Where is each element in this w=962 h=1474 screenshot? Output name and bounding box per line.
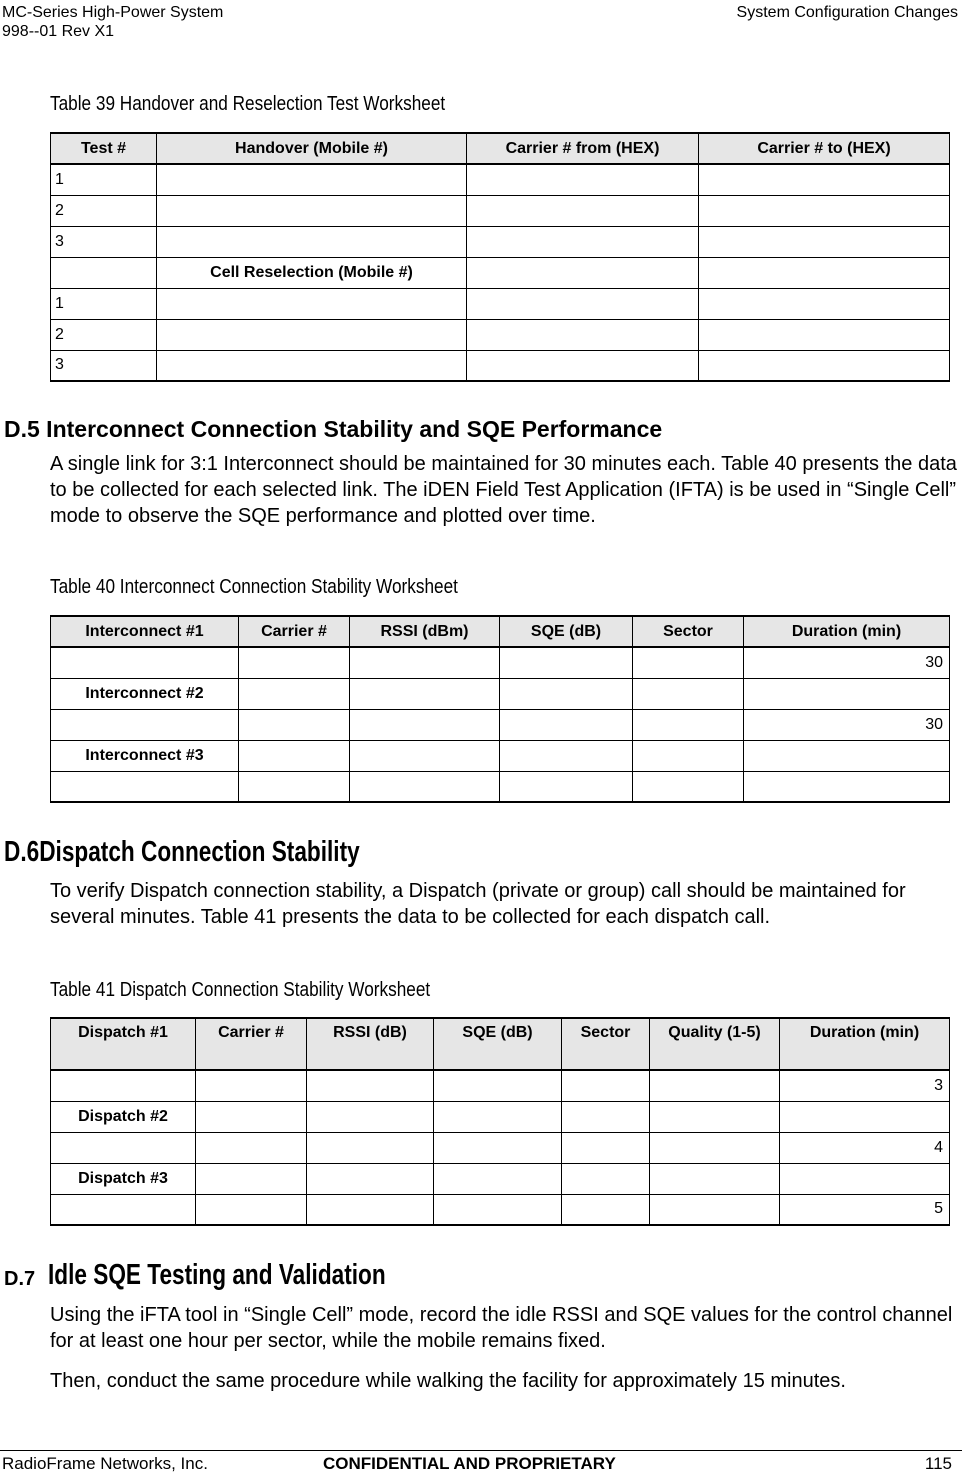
interconnect-worksheet-table: [50, 615, 950, 803]
cell-reselection-label: Cell Reselection (Mobile #): [157, 257, 467, 288]
cell: [350, 709, 500, 740]
header-doc-rev: 998--01 Rev X1: [2, 23, 115, 40]
cell: [307, 1194, 434, 1225]
cell: [239, 678, 350, 709]
cell: [196, 1194, 307, 1225]
header-chapter: System Configuration Changes: [736, 4, 958, 21]
table-header-row: [51, 1018, 950, 1070]
col-header: Test #: [51, 133, 157, 164]
cell: [467, 164, 699, 195]
footer-notice: CONFIDENTIAL AND PROPRIETARY: [323, 1454, 616, 1473]
cell: [744, 771, 950, 802]
table-row: [51, 1194, 950, 1225]
cell: [51, 1194, 196, 1225]
cell: [434, 1070, 562, 1101]
col-header: Carrier #: [196, 1018, 307, 1070]
table-row: [51, 740, 950, 771]
cell: [434, 1132, 562, 1163]
cell: [239, 647, 350, 678]
col-header: Dispatch #1: [51, 1018, 196, 1070]
cell: [699, 288, 950, 319]
cell: [307, 1132, 434, 1163]
table-row: [51, 350, 950, 381]
col-header: Carrier # from (HEX): [467, 133, 699, 164]
cell: [744, 678, 950, 709]
cell: 30: [744, 709, 950, 740]
cell: Interconnect #3: [51, 740, 239, 771]
cell: Interconnect #2: [51, 678, 239, 709]
cell: [196, 1070, 307, 1101]
cell: 5: [780, 1194, 950, 1225]
col-header: Carrier # to (HEX): [699, 133, 950, 164]
col-header: Carrier #: [239, 616, 350, 647]
footer-divider: [0, 1450, 962, 1451]
cell: [500, 709, 633, 740]
cell: [633, 771, 744, 802]
col-header: Sector: [562, 1018, 650, 1070]
cell: 3: [780, 1070, 950, 1101]
section-d6-body: To verify Dispatch connection stability, a Dispatch (private or group) call should be maintained for several minutes. Table 41 presents the data to be collected for each dispatch call.: [50, 880, 906, 928]
cell: [650, 1132, 780, 1163]
cell: [699, 257, 950, 288]
cell: [467, 319, 699, 350]
cell: [51, 1070, 196, 1101]
table-row: [51, 709, 950, 740]
table-row: [51, 771, 950, 802]
cell: [562, 1132, 650, 1163]
col-header: RSSI (dB): [307, 1018, 434, 1070]
cell: 1: [51, 164, 157, 195]
cell: [434, 1101, 562, 1132]
table-row: [51, 195, 950, 226]
table-header-row: [51, 616, 950, 647]
cell: [51, 257, 157, 288]
cell: [157, 288, 467, 319]
cell: [51, 1132, 196, 1163]
cell: 2: [51, 195, 157, 226]
cell: [699, 319, 950, 350]
cell: 1: [51, 288, 157, 319]
cell: [699, 195, 950, 226]
cell: [307, 1101, 434, 1132]
cell: [650, 1070, 780, 1101]
cell: [51, 771, 239, 802]
cell: [196, 1101, 307, 1132]
cell: 30: [744, 647, 950, 678]
cell: [633, 709, 744, 740]
cell: [650, 1163, 780, 1194]
col-header: Duration (min): [744, 616, 950, 647]
table-row: [51, 1101, 950, 1132]
cell: [500, 771, 633, 802]
cell: [307, 1070, 434, 1101]
cell: [467, 226, 699, 257]
col-header: SQE (dB): [434, 1018, 562, 1070]
cell: [780, 1101, 950, 1132]
section-d7-title: Idle SQE Testing and Validation: [48, 1259, 386, 1291]
col-header: Duration (min): [780, 1018, 950, 1070]
table-row: [51, 1163, 950, 1194]
col-header: SQE (dB): [500, 616, 633, 647]
section-d7-body-1: Using the iFTA tool in “Single Cell” mode, record the idle RSSI and SQE values for the control channel for at least one hour per sector, while the mobile remains fixed.: [50, 1304, 953, 1352]
cell: [699, 226, 950, 257]
cell: [157, 226, 467, 257]
section-d6-heading: D.6Dispatch Connection Stability: [4, 836, 360, 868]
col-header: Interconnect #1: [51, 616, 239, 647]
table-row: [51, 678, 950, 709]
table-row: [51, 164, 950, 195]
table-row: [51, 647, 950, 678]
cell: [467, 288, 699, 319]
cell: [650, 1194, 780, 1225]
cell: [350, 647, 500, 678]
section-d7-number: D.7: [4, 1268, 36, 1290]
cell: Dispatch #3: [51, 1163, 196, 1194]
page-number: 115: [924, 1454, 952, 1473]
cell: [500, 678, 633, 709]
cell: [467, 195, 699, 226]
cell: [157, 319, 467, 350]
section-d5-body: A single link for 3:1 Interconnect should be maintained for 30 minutes each. Table 40 presents the data to be collected for each selected link. The iDEN Field Test Application (IFTA) is be used in “Single Cell” mode to observe the SQE performance and plotted over time.: [50, 453, 957, 527]
cell: [307, 1163, 434, 1194]
cell: [350, 740, 500, 771]
col-header: Handover (Mobile #): [157, 133, 467, 164]
cell: [350, 678, 500, 709]
cell: [157, 350, 467, 381]
cell: 2: [51, 319, 157, 350]
cell: 3: [51, 226, 157, 257]
table-row: [51, 1132, 950, 1163]
cell: [467, 257, 699, 288]
cell: [562, 1163, 650, 1194]
cell: [562, 1101, 650, 1132]
cell: [239, 709, 350, 740]
cell: [467, 350, 699, 381]
footer-company: RadioFrame Networks, Inc.: [2, 1454, 208, 1473]
cell: [51, 709, 239, 740]
cell: [744, 740, 950, 771]
table-row: [51, 288, 950, 319]
cell: [500, 647, 633, 678]
col-header: RSSI (dBm): [350, 616, 500, 647]
cell: [196, 1132, 307, 1163]
cell: 4: [780, 1132, 950, 1163]
cell: [239, 771, 350, 802]
cell: [157, 195, 467, 226]
col-header: Quality (1-5): [650, 1018, 780, 1070]
table-row: [51, 226, 950, 257]
cell: [350, 771, 500, 802]
table-header-row: [51, 133, 950, 164]
section-d5-heading: D.5 Interconnect Connection Stability and SQE Performance: [4, 416, 663, 442]
table-row: [51, 1070, 950, 1101]
cell: [239, 740, 350, 771]
dispatch-worksheet-table: [50, 1017, 950, 1226]
cell: [633, 647, 744, 678]
cell: [562, 1070, 650, 1101]
cell: [633, 740, 744, 771]
cell: [157, 164, 467, 195]
handover-worksheet-table: [50, 132, 950, 382]
table40-caption: Table 40 Interconnect Connection Stability Worksheet: [50, 576, 458, 598]
table-row: [51, 319, 950, 350]
cell: [500, 740, 633, 771]
table39-caption: Table 39 Handover and Reselection Test Worksheet: [50, 93, 446, 115]
cell: [650, 1101, 780, 1132]
cell: [51, 647, 239, 678]
cell: [562, 1194, 650, 1225]
cell: [699, 164, 950, 195]
cell: [434, 1194, 562, 1225]
cell: 3: [51, 350, 157, 381]
header-doc-title: MC-Series High-Power System: [2, 4, 224, 21]
table41-caption: Table 41 Dispatch Connection Stability Worksheet: [50, 979, 431, 1001]
cell: [699, 350, 950, 381]
cell: [780, 1163, 950, 1194]
cell: [196, 1163, 307, 1194]
cell: [434, 1163, 562, 1194]
section-d7-body-2: Then, conduct the same procedure while walking the facility for approximately 15 minutes.: [50, 1370, 846, 1392]
cell: [633, 678, 744, 709]
table-row: [51, 257, 950, 288]
cell: Dispatch #2: [51, 1101, 196, 1132]
col-header: Sector: [633, 616, 744, 647]
